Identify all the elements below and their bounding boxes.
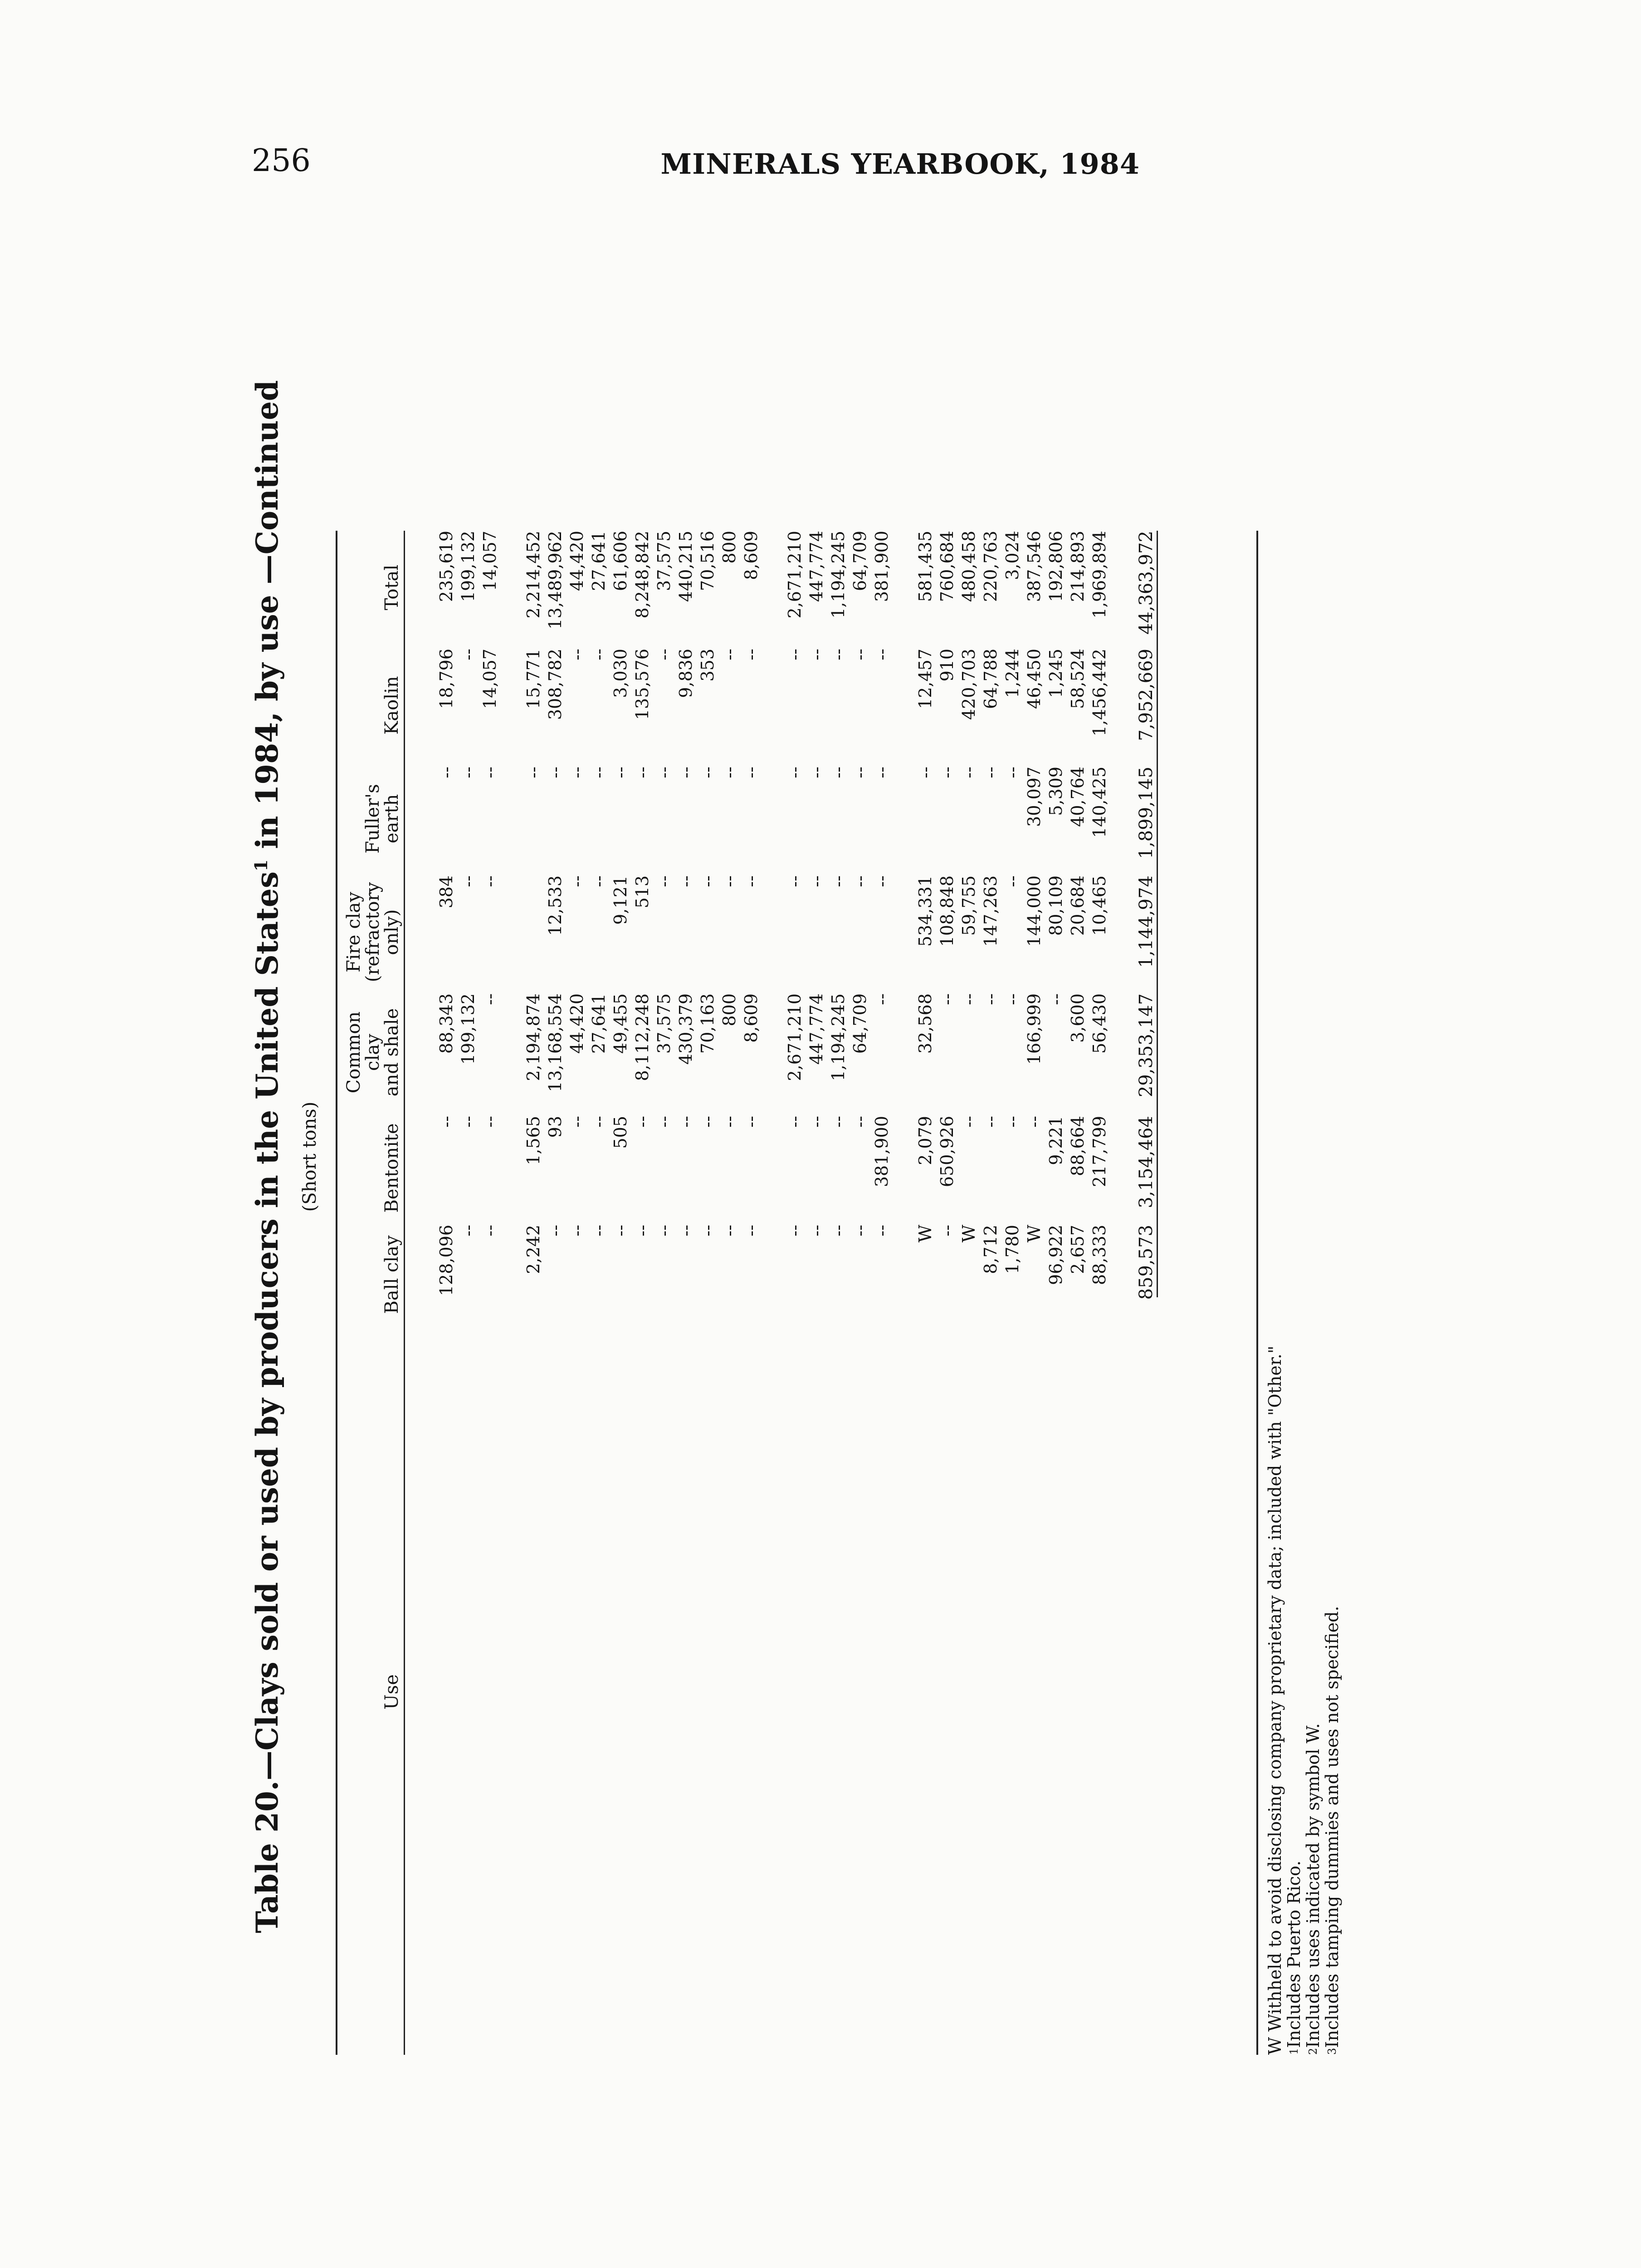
cell-fire-clay: 147,263 [981, 875, 1001, 947]
cell-total: 70,516 [698, 531, 718, 591]
footnote-text: Includes tamping dummies and uses not specified. [1322, 1606, 1342, 2048]
cell-total: 235,619 [436, 531, 456, 602]
cell-common-clay: 56,430 [1089, 993, 1109, 1054]
cell-ball-clay: -- [632, 1225, 652, 1237]
cell-bentonite: -- [981, 1116, 1001, 1128]
cell-total: 13,489,962 [545, 531, 565, 630]
cell-fullers-earth: -- [806, 767, 826, 778]
cell-kaolin: -- [458, 649, 478, 660]
cell-total: 27,641 [589, 531, 609, 591]
cell-total: 387,546 [1024, 531, 1044, 602]
cell-kaolin: 353 [698, 649, 718, 682]
cell-fullers-earth: -- [654, 767, 674, 778]
cell-kaolin: -- [872, 649, 892, 660]
cell-bentonite: -- [1024, 1116, 1044, 1128]
footnote-text: W Withheld to avoid disclosing company proprietary data; included with "Other." [1265, 1345, 1285, 2055]
cell-fire-clay: -- [458, 875, 478, 887]
cell-kaolin: -- [719, 649, 739, 660]
table-row [829, 531, 848, 2055]
cell-bentonite: -- [850, 1116, 870, 1128]
cell-fullers-earth: -- [545, 767, 565, 778]
cell-kaolin: -- [654, 649, 674, 660]
cell-fire-clay: 9,121 [610, 875, 630, 925]
table-row [1003, 531, 1022, 2055]
cell-total: 440,215 [676, 531, 696, 602]
cell-total: 447,774 [806, 531, 826, 602]
cell-common-clay: 199,132 [458, 993, 478, 1065]
cell-ball-clay: -- [589, 1225, 609, 1237]
cell-fire-clay: -- [567, 875, 587, 887]
cell-bentonite: 1,565 [523, 1116, 543, 1165]
table-row [567, 531, 586, 2055]
table-row [676, 531, 695, 2055]
table-row [938, 531, 957, 2055]
cell-common-clay: 49,455 [610, 993, 630, 1054]
table-unit: (Short tons) [299, 1101, 320, 1212]
cell-fire-clay: -- [741, 875, 761, 887]
cell-total: 37,575 [654, 531, 674, 591]
column-header-bentonite: Bentonite [381, 1123, 402, 1213]
cell-fullers-earth: -- [589, 767, 609, 778]
table-row [589, 531, 608, 2055]
cell-ball-clay: -- [719, 1225, 739, 1237]
cell-ball-clay: -- [458, 1225, 478, 1237]
table-top-rule [336, 531, 337, 2055]
cell-total: 8,248,842 [632, 531, 652, 619]
cell-fullers-earth: -- [741, 767, 761, 778]
cell-fullers-earth: -- [850, 767, 870, 778]
cell-bentonite: 381,900 [872, 1116, 892, 1188]
cell-kaolin: -- [589, 649, 609, 660]
cell-fire-clay: 1,144,974 [1136, 875, 1157, 968]
table-row [894, 531, 913, 2055]
cell-ball-clay: 128,096 [436, 1225, 456, 1296]
footnote-number: 3 [1326, 2048, 1338, 2055]
table-row [459, 531, 478, 2055]
cell-fullers-earth: 140,425 [1089, 767, 1109, 838]
cell-fire-clay: -- [828, 875, 848, 887]
cell-ball-clay: W [915, 1225, 935, 1243]
cell-common-clay: 8,112,248 [632, 993, 652, 1081]
cell-fire-clay: 108,848 [937, 875, 957, 947]
cell-bentonite: -- [567, 1116, 587, 1128]
cell-ball-clay: W [1024, 1225, 1044, 1243]
table-row [415, 531, 434, 2055]
cell-bentonite: -- [589, 1116, 609, 1128]
cell-fire-clay: -- [1002, 875, 1022, 887]
cell-bentonite: -- [436, 1116, 456, 1128]
cell-ball-clay: -- [741, 1225, 761, 1237]
cell-bentonite: -- [806, 1116, 826, 1128]
table-row [1090, 531, 1109, 2055]
table-row [611, 531, 630, 2055]
table-row [698, 531, 717, 2055]
cell-ball-clay: -- [567, 1225, 587, 1237]
cell-common-clay: 44,420 [567, 993, 587, 1054]
cell-kaolin: -- [806, 649, 826, 660]
cell-ball-clay: -- [654, 1225, 674, 1237]
cell-total: 192,806 [1046, 531, 1066, 602]
cell-fire-clay: -- [872, 875, 892, 887]
cell-bentonite: 93 [545, 1116, 565, 1138]
cell-kaolin: 1,245 [1046, 649, 1066, 698]
cell-fire-clay: 80,109 [1046, 875, 1066, 936]
cell-ball-clay: -- [937, 1225, 957, 1237]
cell-bentonite: 650,926 [937, 1116, 957, 1188]
cell-common-clay: 1,194,245 [828, 993, 848, 1081]
column-header-kaolin: Kaolin [381, 676, 402, 735]
cell-ball-clay: -- [828, 1225, 848, 1237]
cell-kaolin: 46,450 [1024, 649, 1044, 709]
cell-common-clay: 37,575 [654, 993, 674, 1054]
column-header-ball-clay: Ball clay [381, 1235, 402, 1314]
table-row [785, 531, 804, 2055]
cell-total: 44,363,972 [1136, 531, 1157, 635]
cell-fullers-earth: -- [610, 767, 630, 778]
table-row [916, 531, 935, 2055]
cell-fire-clay: -- [719, 875, 739, 887]
rotated-table [245, 136, 1342, 2177]
table-row [654, 531, 674, 2055]
cell-fire-clay: 534,331 [915, 875, 935, 947]
cell-bentonite: -- [698, 1116, 718, 1128]
cell-bentonite: -- [828, 1116, 848, 1128]
cell-kaolin: 9,836 [676, 649, 696, 698]
cell-fire-clay: 12,533 [545, 875, 565, 936]
cell-common-clay: 2,194,874 [523, 993, 543, 1081]
footnote-number: 2 [1307, 2048, 1319, 2055]
cell-bentonite: -- [480, 1116, 500, 1128]
cell-bentonite: -- [632, 1116, 652, 1128]
cell-bentonite: -- [458, 1116, 478, 1128]
cell-kaolin: 7,952,669 [1136, 649, 1157, 741]
cell-common-clay: 166,999 [1024, 993, 1044, 1065]
table-row [807, 531, 826, 2055]
cell-common-clay: -- [1046, 993, 1066, 1005]
cell-bentonite: 217,799 [1089, 1116, 1109, 1188]
table-row [546, 531, 565, 2055]
cell-fullers-earth: -- [436, 767, 456, 778]
cell-kaolin: 18,796 [436, 649, 456, 709]
cell-common-clay: 13,168,554 [545, 993, 565, 1092]
cell-fullers-earth: -- [458, 767, 478, 778]
running-head: MINERALS YEARBOOK, 1984 [660, 147, 1140, 181]
page-number: 256 [252, 143, 311, 179]
cell-ball-clay: -- [785, 1225, 805, 1237]
cell-total: 480,458 [959, 531, 979, 602]
footnote-number: 1 [1288, 2048, 1300, 2055]
cell-kaolin: 1,456,442 [1089, 649, 1109, 737]
cell-fullers-earth: -- [937, 767, 957, 778]
table-row [502, 531, 521, 2055]
cell-ball-clay: 2,242 [523, 1225, 543, 1274]
footnote [1284, 1346, 1304, 2055]
cell-total: 581,435 [915, 531, 935, 602]
cell-fullers-earth: -- [698, 767, 718, 778]
cell-kaolin: 3,030 [610, 649, 630, 698]
cell-ball-clay: -- [806, 1225, 826, 1237]
cell-fire-clay: -- [654, 875, 674, 887]
cell-common-clay: 430,379 [676, 993, 696, 1065]
cell-ball-clay: -- [480, 1225, 500, 1237]
cell-total: 381,900 [872, 531, 892, 602]
cell-total: 1,969,894 [1089, 531, 1109, 619]
cell-ball-clay: 2,657 [1068, 1225, 1088, 1274]
cell-bentonite: -- [785, 1116, 805, 1128]
cell-fullers-earth: -- [981, 767, 1001, 778]
cell-common-clay: 32,568 [915, 993, 935, 1054]
cell-fullers-earth: -- [915, 767, 935, 778]
cell-kaolin: 12,457 [915, 649, 935, 709]
cell-kaolin: -- [785, 649, 805, 660]
cell-total: 61,606 [610, 531, 630, 591]
cell-fullers-earth: -- [1002, 767, 1022, 778]
cell-fullers-earth: 40,764 [1068, 767, 1088, 827]
cell-fullers-earth: -- [785, 767, 805, 778]
cell-total: 220,763 [981, 531, 1001, 602]
cell-fullers-earth: 5,309 [1046, 767, 1066, 816]
cell-fire-clay: -- [806, 875, 826, 887]
cell-ball-clay: 88,333 [1089, 1225, 1109, 1285]
cell-ball-clay: 96,922 [1046, 1225, 1066, 1285]
cell-total: 44,420 [567, 531, 587, 591]
cell-kaolin: 58,524 [1068, 649, 1088, 709]
cell-bentonite: -- [1002, 1116, 1022, 1128]
cell-fire-clay: 20,684 [1068, 875, 1088, 936]
cell-bentonite: -- [959, 1116, 979, 1128]
cell-fire-clay: -- [698, 875, 718, 887]
cell-fullers-earth: -- [959, 767, 979, 778]
cell-fire-clay: -- [785, 875, 805, 887]
cell-bentonite: 3,154,464 [1136, 1116, 1157, 1208]
cell-total: 1,194,245 [828, 531, 848, 619]
table-row [959, 531, 978, 2055]
cell-bentonite: -- [741, 1116, 761, 1128]
cell-kaolin: 308,782 [545, 649, 565, 720]
footnote-text: Includes uses indicated by symbol W. [1303, 1723, 1323, 2048]
cell-common-clay: 800 [719, 993, 739, 1026]
cell-total: 800 [719, 531, 739, 564]
table-row [1046, 531, 1065, 2055]
cell-fire-clay: -- [850, 875, 870, 887]
cell-fire-clay: 513 [632, 875, 652, 909]
table-total-row [1137, 531, 1156, 2055]
cell-total: 199,132 [458, 531, 478, 602]
table-row [850, 531, 869, 2055]
cell-total: 214,893 [1068, 531, 1088, 602]
cell-ball-clay: -- [610, 1225, 630, 1237]
cell-common-clay: -- [937, 993, 957, 1005]
total-rule [1157, 531, 1158, 1297]
cell-common-clay: 64,709 [850, 993, 870, 1054]
cell-fullers-earth: -- [676, 767, 696, 778]
cell-common-clay: 2,671,210 [785, 993, 805, 1081]
column-header-common-clay: Common clay and shale [343, 1008, 402, 1097]
cell-fire-clay: -- [589, 875, 609, 887]
column-header-fire-clay: Fire clay (refractory only) [343, 882, 402, 982]
column-header-fullers-earth: Fuller's earth [362, 784, 402, 854]
cell-bentonite: 9,221 [1046, 1116, 1066, 1165]
cell-total: 2,214,452 [523, 531, 543, 619]
cell-fullers-earth: -- [567, 767, 587, 778]
footnote-text: Includes Puerto Rico. [1284, 1860, 1304, 2048]
cell-total: 760,684 [937, 531, 957, 602]
footnote [1323, 1346, 1342, 2055]
cell-kaolin: -- [850, 649, 870, 660]
cell-kaolin: 1,244 [1002, 649, 1022, 698]
cell-kaolin: -- [828, 649, 848, 660]
footnotes [1265, 1346, 1342, 2055]
cell-kaolin: -- [741, 649, 761, 660]
cell-fullers-earth: -- [719, 767, 739, 778]
table-row [981, 531, 1000, 2055]
cell-kaolin: 135,576 [632, 649, 652, 720]
cell-fire-clay: 144,000 [1024, 875, 1044, 947]
cell-bentonite: 88,664 [1068, 1116, 1088, 1176]
cell-kaolin: 420,703 [959, 649, 979, 720]
table-bottom-rule [1256, 531, 1258, 2055]
cell-kaolin: 14,057 [480, 649, 500, 709]
cell-ball-clay: -- [545, 1225, 565, 1237]
cell-fullers-earth: 30,097 [1024, 767, 1044, 827]
cell-bentonite: -- [719, 1116, 739, 1128]
cell-common-clay: -- [959, 993, 979, 1005]
cell-total: 2,671,210 [785, 531, 805, 619]
table-row [1025, 531, 1044, 2055]
table-row [524, 531, 543, 2055]
cell-bentonite: 2,079 [915, 1116, 935, 1165]
cell-ball-clay: -- [872, 1225, 892, 1237]
cell-total: 14,057 [480, 531, 500, 591]
cell-ball-clay: -- [676, 1225, 696, 1237]
table-header-rule [404, 531, 405, 2055]
table-row [742, 531, 761, 2055]
cell-ball-clay: -- [698, 1225, 718, 1237]
footnote [1265, 1346, 1284, 2055]
cell-ball-clay: -- [850, 1225, 870, 1237]
cell-fire-clay: 10,465 [1089, 875, 1109, 936]
footnote [1304, 1346, 1323, 2055]
cell-ball-clay: W [959, 1225, 979, 1243]
cell-fire-clay: -- [676, 875, 696, 887]
table-row [872, 531, 891, 2055]
cell-common-clay: 29,353,147 [1136, 993, 1157, 1098]
cell-common-clay: -- [872, 993, 892, 1005]
cell-kaolin: -- [567, 649, 587, 660]
cell-kaolin: 15,771 [523, 649, 543, 709]
cell-fullers-earth: -- [872, 767, 892, 778]
cell-fullers-earth: 1,899,145 [1136, 767, 1157, 859]
cell-fullers-earth: -- [480, 767, 500, 778]
cell-common-clay: -- [981, 993, 1001, 1005]
cell-common-clay: -- [480, 993, 500, 1005]
cell-bentonite: -- [654, 1116, 674, 1128]
cell-fullers-earth: -- [828, 767, 848, 778]
table-row [633, 531, 652, 2055]
cell-fire-clay: 384 [436, 875, 456, 909]
cell-total: 3,024 [1002, 531, 1022, 580]
table-row [1068, 531, 1087, 2055]
cell-total: 8,609 [741, 531, 761, 580]
cell-ball-clay: 1,780 [1002, 1225, 1022, 1274]
cell-fire-clay: -- [480, 875, 500, 887]
column-header-total: Total [381, 564, 402, 611]
table-row [720, 531, 739, 2055]
table-row [763, 531, 782, 2055]
cell-fullers-earth: -- [523, 767, 543, 778]
cell-fire-clay: 59,755 [959, 875, 979, 936]
cell-ball-clay: 8,712 [981, 1225, 1001, 1274]
column-header-use: Use [381, 1674, 402, 1710]
cell-common-clay: 27,641 [589, 993, 609, 1054]
table-row [437, 531, 456, 2055]
cell-common-clay: 447,774 [806, 993, 826, 1065]
cell-common-clay: -- [1002, 993, 1022, 1005]
cell-fullers-earth: -- [632, 767, 652, 778]
cell-common-clay: 88,343 [436, 993, 456, 1054]
cell-kaolin: 910 [937, 649, 957, 682]
table-row [480, 531, 499, 2055]
cell-bentonite: -- [676, 1116, 696, 1128]
table-title: Table 20.—Clays sold or used by producers in the United States$^1$ in 1984, by use —Continued [249, 380, 285, 1933]
cell-common-clay: 70,163 [698, 993, 718, 1054]
cell-ball-clay: 859,573 [1136, 1225, 1157, 1300]
cell-bentonite: 505 [610, 1116, 630, 1149]
cell-kaolin: 64,788 [981, 649, 1001, 709]
cell-common-clay: 8,609 [741, 993, 761, 1043]
cell-common-clay: 3,600 [1068, 993, 1088, 1043]
cell-total: 64,709 [850, 531, 870, 591]
